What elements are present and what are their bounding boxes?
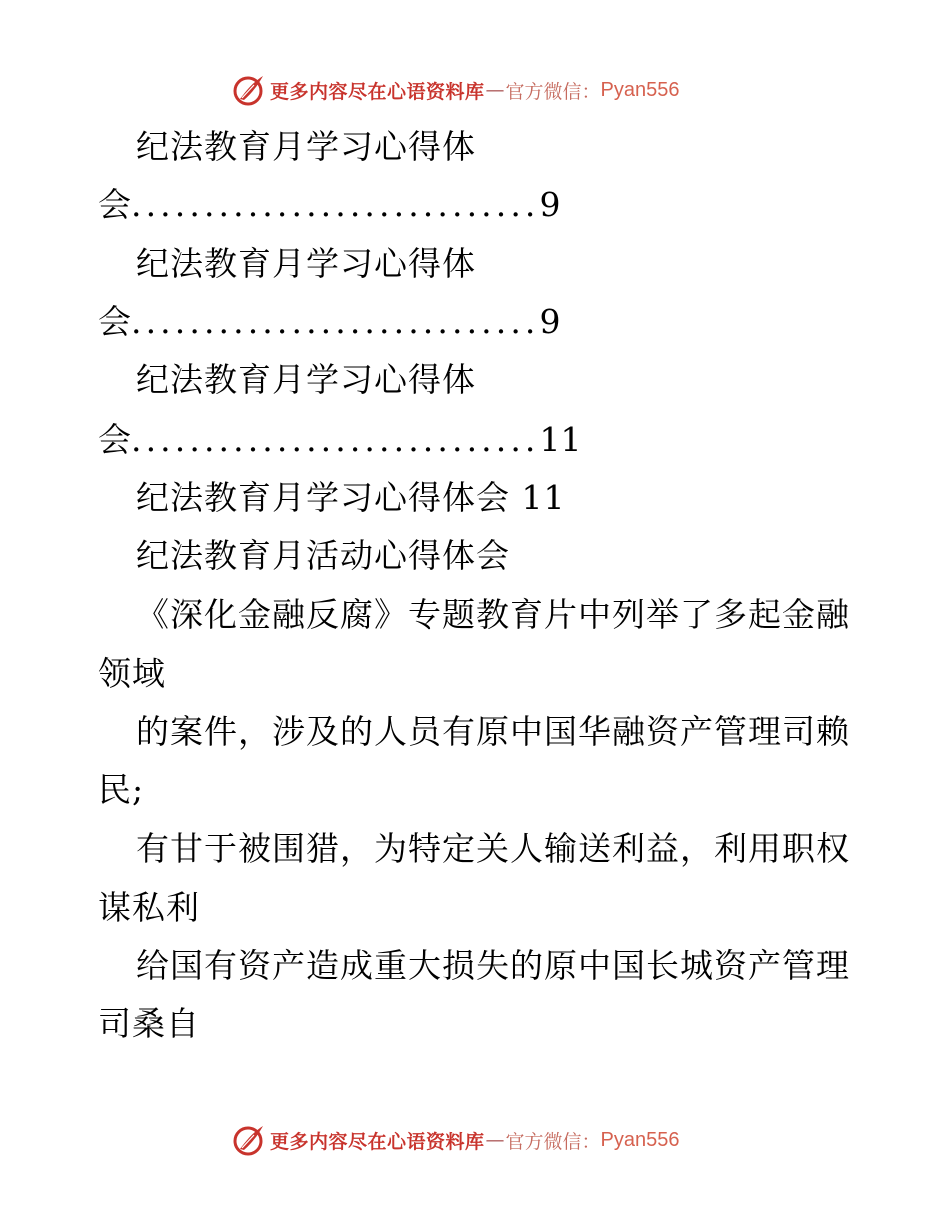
toc-dot-leader: ............................	[131, 302, 540, 341]
paragraph-wrap-line: 谋私利	[98, 888, 200, 927]
watermark-wechat-id: Pyan556	[600, 78, 680, 101]
toc-entry-inline: 纪法教育月学习心得体会 11	[136, 478, 566, 517]
paragraph-line: 《深化金融反腐》专题教育片中列举了多起金融	[136, 595, 850, 634]
watermark-separator: —	[485, 1129, 505, 1151]
paragraph-line: 有甘于被围猎，为特定关人输送利益，利用职权	[136, 829, 850, 868]
watermark-text: 更多内容尽在心语资料库	[270, 80, 485, 103]
watermark-wechat-id: Pyan556	[600, 1128, 680, 1151]
toc-entry-title: 纪法教育月学习心得体	[136, 244, 476, 283]
paragraph-wrap-line: 民;	[98, 770, 145, 809]
toc-page-number: 9	[539, 302, 561, 341]
toc-dot-leader: ............................	[131, 185, 540, 224]
watermark-text: 更多内容尽在心语资料库	[270, 1130, 485, 1153]
toc-page-number: 11	[539, 420, 582, 459]
toc-page-number: 9	[539, 185, 561, 224]
toc-entry-title: 纪法教育月学习心得体	[136, 360, 476, 399]
toc-entry-leader	[98, 185, 561, 225]
watermark-wechat-label: 官方微信：	[505, 80, 601, 103]
toc-dot-leader: ............................	[131, 420, 540, 459]
watermark-separator: —	[485, 79, 505, 101]
article-heading: 纪法教育月活动心得体会	[136, 536, 510, 575]
paragraph-wrap-line: 领域	[98, 654, 166, 693]
toc-entry-title: 纪法教育月学习心得体	[136, 127, 476, 166]
toc-entry-tail: 会	[98, 420, 131, 459]
paragraph-wrap-line: 司桑自	[98, 1004, 200, 1043]
toc-entry-leader	[98, 302, 561, 342]
toc-entry-tail: 会	[98, 302, 131, 341]
paragraph-line: 给国有资产造成重大损失的原中国长城资产管理	[136, 946, 850, 985]
header-watermark	[232, 72, 680, 108]
feather-pen-logo-icon	[232, 73, 266, 107]
toc-entry-tail: 会	[98, 185, 131, 224]
paragraph-line: 的案件，涉及的人员有原中国华融资产管理司赖	[136, 712, 850, 751]
footer-watermark	[232, 1122, 680, 1158]
feather-pen-logo-icon	[232, 1123, 266, 1157]
watermark-wechat-label: 官方微信：	[505, 1130, 601, 1153]
toc-entry-leader	[98, 420, 582, 460]
